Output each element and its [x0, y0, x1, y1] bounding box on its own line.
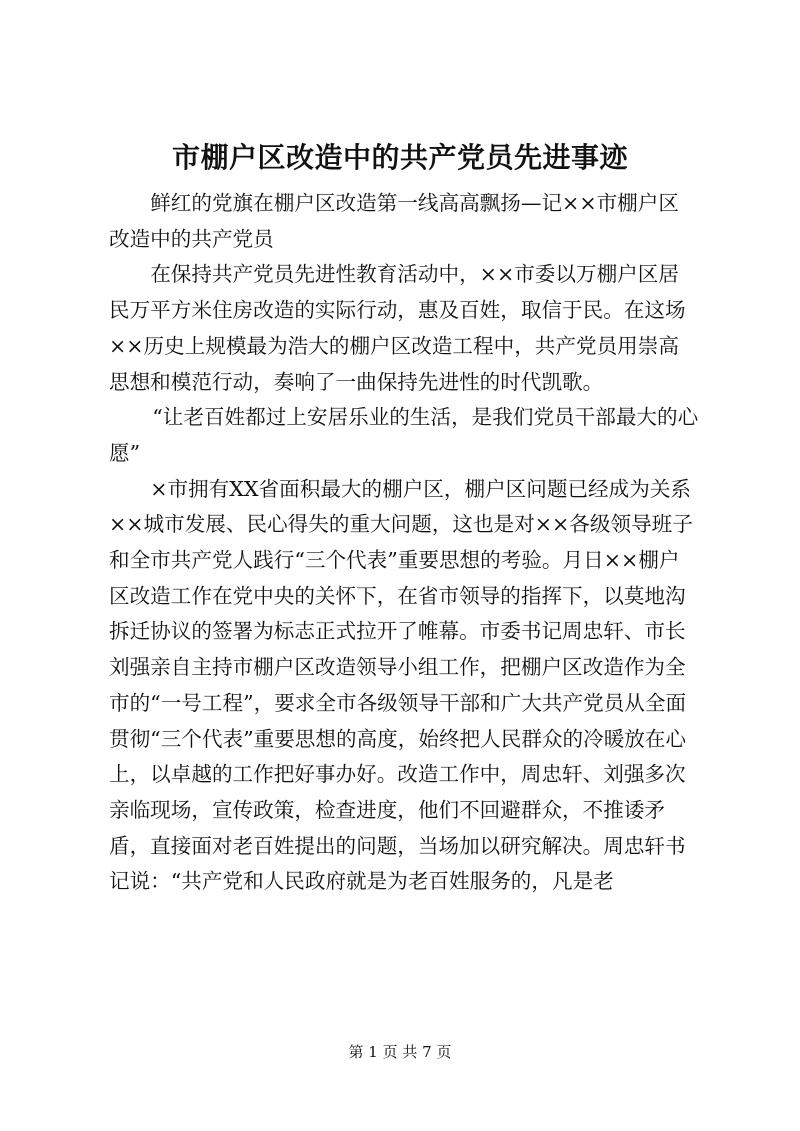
document-title: 市棚户区改造中的共产党员先进事迹 — [171, 141, 628, 174]
page-number-footer: 第 1 页 共 7 页 — [348, 1043, 452, 1061]
quote-heading-paragraph: “让老百姓都过上安居乐业的生活，是我们党员干部最大的心愿” — [109, 405, 699, 465]
intro-paragraph: 在保持共产党员先进性教育活动中，××市委以万棚户区居民万平方米住房改造的实际行动，惠及百姓，取信于民。在这场××历史上规模最为浩大的棚户区改造工程中，共产党员用崇高思想和模范行动，奏响了一曲保持先进性的时代凯歌。 — [109, 262, 686, 394]
subtitle-paragraph: 鲜红的党旗在棚户区改造第一线高高飘扬—记××市棚户区改造中的共产党员 — [109, 191, 679, 251]
document-body — [109, 186, 699, 900]
main-paragraph: ×市拥有XX省面积最大的棚户区，棚户区问题已经成为关系××城市发展、民心得失的重大问题，这也是对××各级领导班子和全市共产党人践行“三个代表”重要思想的考验。月日××棚户区改造工作在党中央的关怀下，在省市领导的指挥下，以莫地沟拆迁协议的签署为标志正式拉开了帷幕。市委书记周忠轩、市长刘强亲自主持市棚户区改造领导小组工作，把棚户区改造作为全市的“一号工程”，要求全市各级领导干部和广大共产党员从全面贯彻“三个代表”重要思想的高度，始终把人民群众的冷暖放在心上，以卓越的工作把好事办好。改造工作中，周忠轩、刘强多次亲临现场，宣传政策，检查进度，他们不回避群众，不推诿矛盾，直接面对老百姓提出的问题，当场加以研究解决。周忠轩书记说：“共产党和人民政府就是为老百姓服务的，凡是老 — [109, 476, 693, 894]
